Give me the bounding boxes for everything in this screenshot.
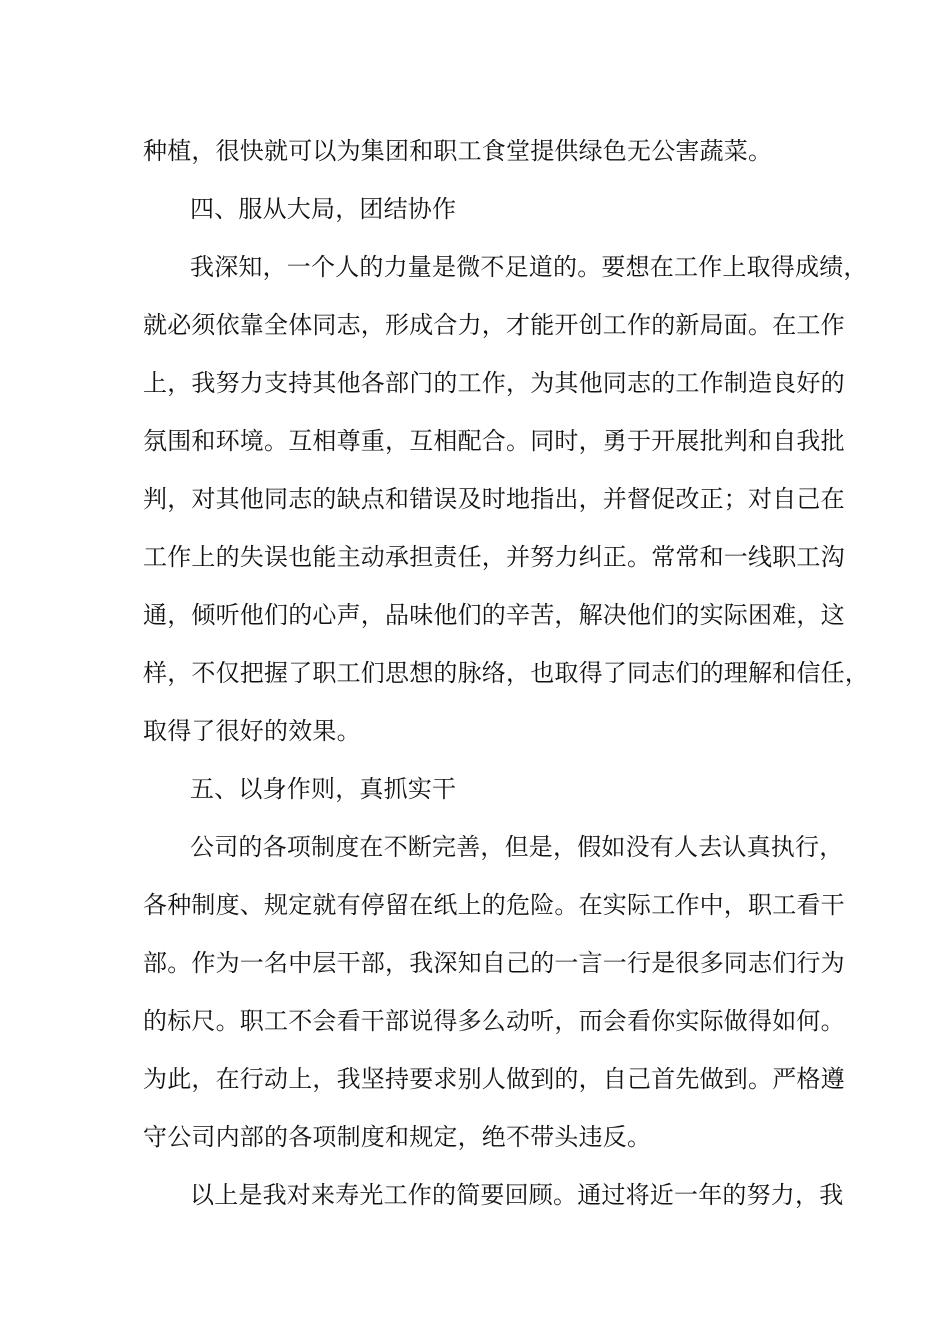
paragraph-line: 通，倾听他们的心声，品味他们的辛苦，解决他们的实际困难，这 [143, 601, 845, 629]
paragraph-line: 为此，在行动上，我坚持要求别人做到的，自己首先做到。严格遵 [143, 1065, 845, 1093]
paragraph-line: 的标尺。职工不会看干部说得多么动听，而会看你实际做得如何。 [143, 1007, 845, 1035]
paragraph-line: 各种制度、规定就有停留在纸上的危险。在实际工作中，职工看干 [143, 891, 845, 919]
paragraph-line: 我深知，一个人的力量是微不足道的。要想在工作上取得成绩， [190, 253, 868, 281]
paragraph-line: 部。作为一名中层干部，我深知自己的一言一行是很多同志们行为 [143, 949, 845, 977]
paragraph-line: 工作上的失误也能主动承担责任，并努力纠正。常常和一线职工沟 [143, 543, 845, 571]
paragraph-line: 就必须依靠全体同志，形成合力，才能开创工作的新局面。在工作 [143, 311, 845, 339]
paragraph-line: 取得了很好的效果。 [143, 717, 361, 745]
section-heading: 四、服从大局，团结协作 [190, 195, 457, 223]
paragraph-line: 公司的各项制度在不断完善，但是，假如没有人去认真执行， [190, 833, 844, 861]
paragraph-line: 样，不仅把握了职工们思想的脉络，也取得了同志们的理解和信任， [143, 659, 869, 687]
paragraph-line: 上，我努力支持其他各部门的工作，为其他同志的工作制造良好的 [143, 369, 845, 397]
paragraph-line: 氛围和环境。互相尊重，互相配合。同时，勇于开展批判和自我批 [143, 427, 845, 455]
paragraph-line: 以上是我对来寿光工作的简要回顾。通过将近一年的努力，我 [190, 1181, 844, 1209]
paragraph-line: 守公司内部的各项制度和规定，绝不带头违反。 [143, 1123, 652, 1151]
paragraph-line: 判，对其他同志的缺点和错误及时地指出，并督促改正；对自己在 [143, 485, 845, 513]
paragraph-line: 种植，很快就可以为集团和职工食堂提供绿色无公害蔬菜。 [143, 137, 773, 165]
section-heading: 五、以身作则，真抓实干 [190, 775, 457, 803]
